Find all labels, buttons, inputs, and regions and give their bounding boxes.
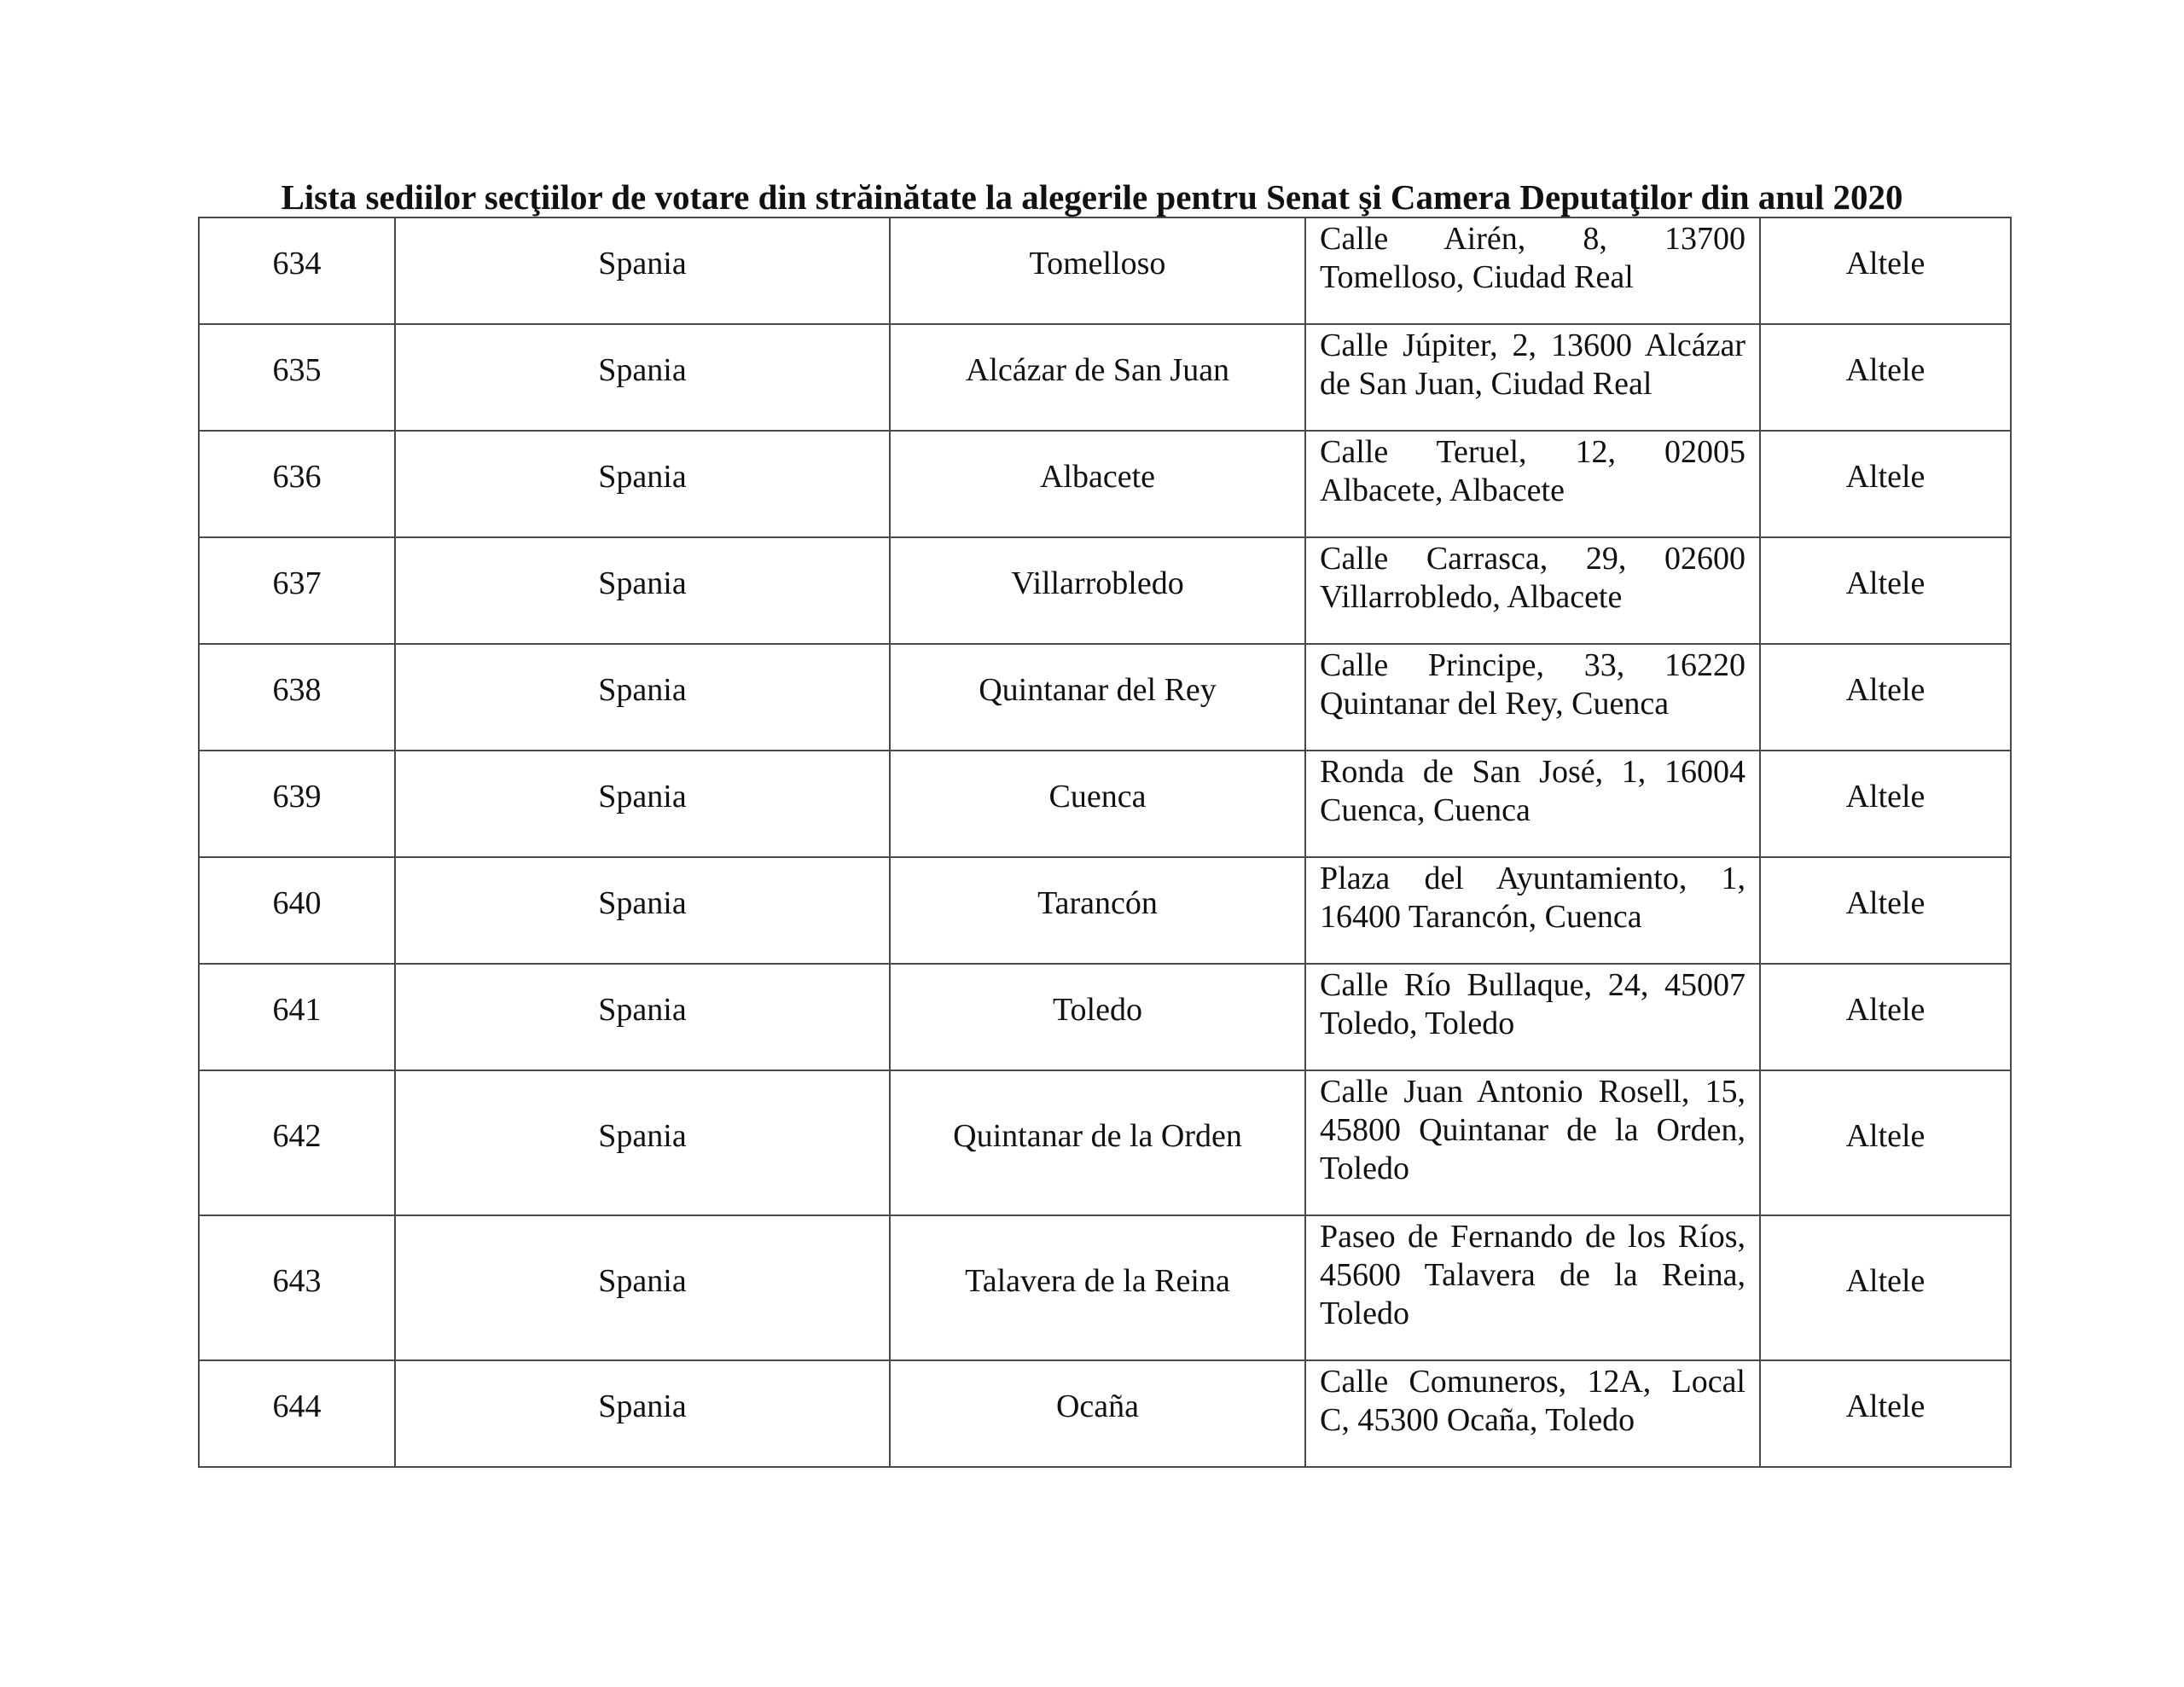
country-cell: Spania — [395, 1070, 890, 1215]
station-number-cell: 635 — [199, 324, 395, 431]
table-row — [199, 964, 2011, 1070]
location-type-cell: Altele — [1760, 857, 2011, 964]
address-cell: Calle Carrasca, 29, 02600 Villarrobledo, Albacete — [1305, 537, 1760, 644]
document-title: Lista sediilor secţiilor de votare din străinătate la alegerile pentru Senat şi Camera Deputaţilor din anul 2020 — [281, 177, 1903, 217]
country-cell: Spania — [395, 537, 890, 644]
station-number-cell: 637 — [199, 537, 395, 644]
address-cell: Calle Juan Antonio Rosell, 15, 45800 Quintanar de la Orden, Toledo — [1305, 1070, 1760, 1215]
location-type-cell: Altele — [1760, 431, 2011, 537]
country-cell: Spania — [395, 431, 890, 537]
location-type-cell: Altele — [1760, 1215, 2011, 1360]
city-cell: Ocaña — [890, 1360, 1305, 1467]
address-cell: Plaza del Ayuntamiento, 1, 16400 Tarancón, Cuenca — [1305, 857, 1760, 964]
table-row — [199, 1070, 2011, 1215]
city-cell: Cuenca — [890, 751, 1305, 857]
country-cell: Spania — [395, 1360, 890, 1467]
table-row — [199, 1360, 2011, 1467]
location-type-cell: Altele — [1760, 644, 2011, 751]
country-cell: Spania — [395, 964, 890, 1070]
city-cell: Villarrobledo — [890, 537, 1305, 644]
location-type-cell: Altele — [1760, 217, 2011, 324]
table-row — [199, 431, 2011, 537]
station-number-cell: 640 — [199, 857, 395, 964]
city-cell: Toledo — [890, 964, 1305, 1070]
city-cell: Tarancón — [890, 857, 1305, 964]
table-body — [199, 217, 2011, 1467]
city-cell: Talavera de la Reina — [890, 1215, 1305, 1360]
table-row — [199, 217, 2011, 324]
address-cell: Calle Júpiter, 2, 13600 Alcázar de San Juan, Ciudad Real — [1305, 324, 1760, 431]
table-row — [199, 857, 2011, 964]
location-type-cell: Altele — [1760, 1070, 2011, 1215]
station-number-cell: 638 — [199, 644, 395, 751]
location-type-cell: Altele — [1760, 324, 2011, 431]
city-cell: Tomelloso — [890, 217, 1305, 324]
station-number-cell: 642 — [199, 1070, 395, 1215]
city-cell: Albacete — [890, 431, 1305, 537]
country-cell: Spania — [395, 644, 890, 751]
table-row — [199, 1215, 2011, 1360]
location-type-cell: Altele — [1760, 964, 2011, 1070]
station-number-cell: 643 — [199, 1215, 395, 1360]
country-cell: Spania — [395, 324, 890, 431]
city-cell: Quintanar de la Orden — [890, 1070, 1305, 1215]
country-cell: Spania — [395, 217, 890, 324]
table-row — [199, 751, 2011, 857]
address-cell: Calle Comuneros, 12A, Local C, 45300 Ocaña, Toledo — [1305, 1360, 1760, 1467]
address-cell: Calle Airén, 8, 13700 Tomelloso, Ciudad Real — [1305, 217, 1760, 324]
city-cell: Quintanar del Rey — [890, 644, 1305, 751]
station-number-cell: 639 — [199, 751, 395, 857]
country-cell: Spania — [395, 857, 890, 964]
address-cell: Calle Río Bullaque, 24, 45007 Toledo, Toledo — [1305, 964, 1760, 1070]
polling-stations-table — [198, 217, 2012, 1468]
city-cell: Alcázar de San Juan — [890, 324, 1305, 431]
address-cell: Ronda de San José, 1, 16004 Cuenca, Cuenca — [1305, 751, 1760, 857]
table-row — [199, 324, 2011, 431]
table-row — [199, 644, 2011, 751]
country-cell: Spania — [395, 751, 890, 857]
location-type-cell: Altele — [1760, 537, 2011, 644]
country-cell: Spania — [395, 1215, 890, 1360]
station-number-cell: 644 — [199, 1360, 395, 1467]
address-cell: Paseo de Fernando de los Ríos, 45600 Talavera de la Reina, Toledo — [1305, 1215, 1760, 1360]
address-cell: Calle Principe, 33, 16220 Quintanar del Rey, Cuenca — [1305, 644, 1760, 751]
location-type-cell: Altele — [1760, 1360, 2011, 1467]
address-cell: Calle Teruel, 12, 02005 Albacete, Albacete — [1305, 431, 1760, 537]
table-row — [199, 537, 2011, 644]
station-number-cell: 634 — [199, 217, 395, 324]
station-number-cell: 636 — [199, 431, 395, 537]
location-type-cell: Altele — [1760, 751, 2011, 857]
station-number-cell: 641 — [199, 964, 395, 1070]
